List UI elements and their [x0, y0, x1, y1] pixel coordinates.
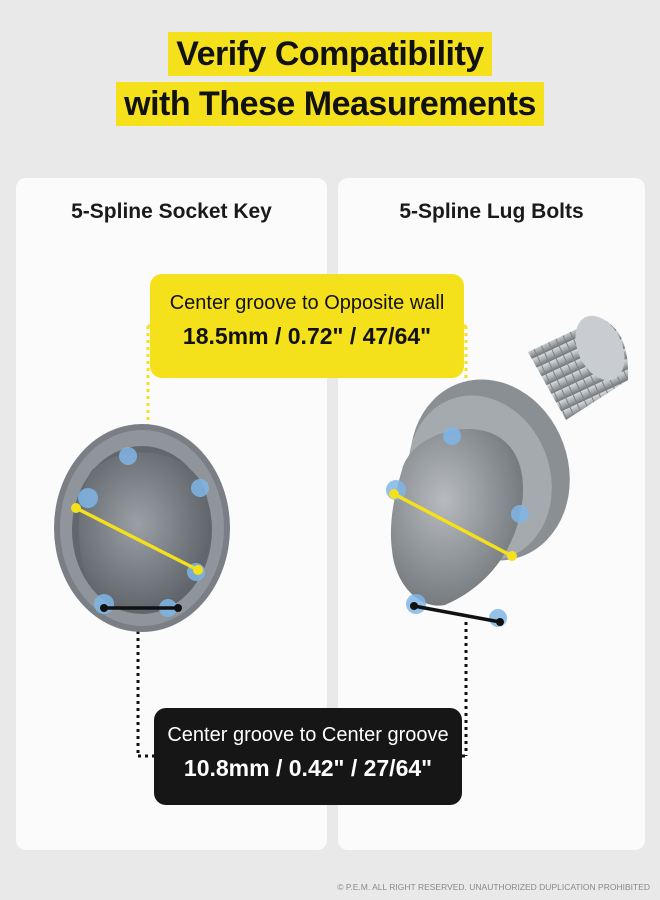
inner-measurement-value: 10.8mm / 0.42" / 27/64" [183, 755, 433, 781]
socket-key-illustration [54, 424, 230, 632]
outer-measurement-label: Center groove to Opposite wall [169, 292, 445, 314]
outer-measurement-value: 18.5mm / 0.72" / 47/64" [182, 323, 432, 349]
header-title-line-1: Verify Compatibility [168, 32, 491, 76]
inner-measurement-label: Center groove to Center groove [167, 724, 449, 746]
copyright-notice: © P.E.M. ALL RIGHT RESERVED. UNAUTHORIZED DUPLICATION PROHIBITED [337, 882, 650, 892]
lug-bolt-title: 5-Spline Lug Bolts [399, 200, 584, 223]
socket-key-title: 5-Spline Socket Key [71, 200, 272, 223]
outer-measurement-callout [150, 274, 464, 378]
header-title-line-2: with These Measurements [116, 82, 544, 126]
inner-measurement-callout [154, 708, 462, 805]
